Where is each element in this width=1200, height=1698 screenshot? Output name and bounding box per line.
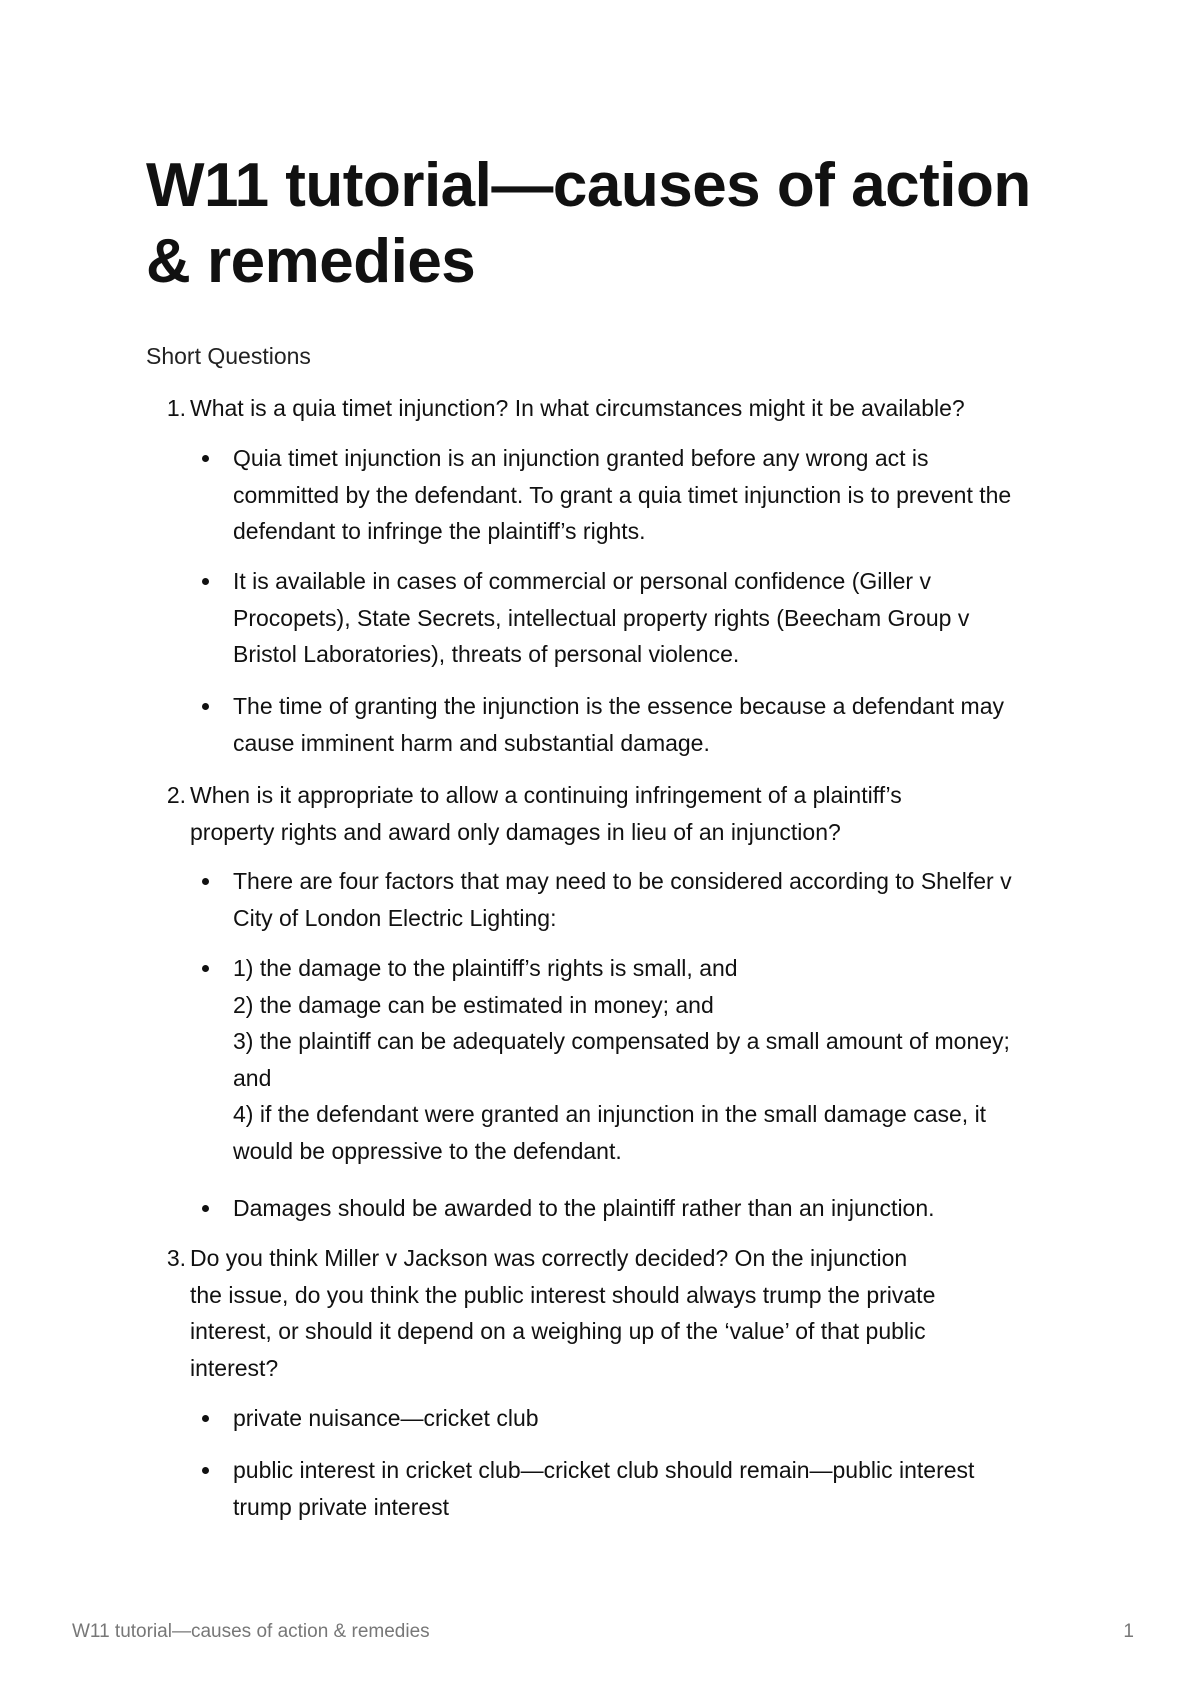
- question-line: the issue, do you think the public interest should always trump the private: [190, 1281, 936, 1308]
- answer-line: committed by the defendant. To grant a quia timet injunction is to prevent the: [233, 481, 1012, 508]
- answer-line: Quia timet injunction is an injunction granted before any wrong act is: [233, 445, 929, 471]
- answer-bullet: [202, 1452, 1062, 1525]
- answer-text: [233, 1452, 1062, 1525]
- question-text: [190, 1240, 1066, 1386]
- answer-text: [233, 950, 1062, 1169]
- answer-text: [233, 1190, 1062, 1227]
- answer-line: Damages should be awarded to the plaintiff rather than an injunction.: [233, 1195, 935, 1221]
- bullet-icon: [202, 965, 209, 972]
- answer-bullet: [202, 440, 1062, 550]
- question-text: [190, 777, 1066, 850]
- answer-line: defendant to infringe the plaintiff’s rights.: [233, 518, 646, 544]
- page-title: [146, 148, 1086, 300]
- answer-line: There are four factors that may need to be considered according to Shelfer v: [233, 868, 1012, 894]
- answer-bullet: [202, 1190, 1062, 1227]
- bullet-icon: [202, 455, 209, 462]
- question-number: 2.: [166, 782, 186, 808]
- answer-text: [233, 863, 1062, 936]
- footer-title: W11 tutorial—causes of action & remedies: [72, 1621, 430, 1642]
- section-heading: Short Questions: [146, 343, 311, 369]
- question-3: [146, 1240, 1066, 1386]
- answer-line: Procopets), State Secrets, intellectual property rights (Beecham Group v: [233, 604, 970, 631]
- question-line: interest, or should it depend on a weighing up of the ‘value’ of that public: [190, 1318, 926, 1344]
- answer-line: trump private interest: [233, 1493, 450, 1520]
- answer-line: private nuisance—cricket club: [233, 1405, 539, 1431]
- answer-line: 1) the damage to the plaintiff’s rights is small, and: [233, 955, 738, 981]
- question-line: When is it appropriate to allow a continuing infringement of a plaintiff’s: [190, 782, 902, 808]
- question-line: property rights and award only damages in lieu of an injunction?: [190, 818, 841, 845]
- answer-bullet: [202, 1400, 1062, 1437]
- answer-text: [233, 440, 1062, 550]
- question-number: 1.: [166, 395, 186, 421]
- bullet-icon: [202, 1415, 209, 1422]
- bullet-icon: [202, 878, 209, 885]
- title-line: W11 tutorial—causes of action: [146, 151, 1031, 220]
- answer-text: [233, 563, 1062, 673]
- answer-line: and: [233, 1064, 272, 1091]
- title-line: & remedies: [146, 227, 476, 296]
- answer-text: [233, 688, 1062, 761]
- answer-line: cause imminent harm and substantial damage.: [233, 729, 710, 756]
- answer-line: 2) the damage can be estimated in money; and: [233, 991, 714, 1018]
- answer-line: The time of granting the injunction is the essence because a defendant may: [233, 693, 1004, 719]
- answer-line: would be oppressive to the defendant.: [233, 1137, 622, 1164]
- question-number: 3.: [166, 1245, 186, 1271]
- answer-bullet: [202, 863, 1062, 936]
- question-line: Do you think Miller v Jackson was correctly decided? On the injunction: [190, 1245, 908, 1271]
- answer-bullet: [202, 950, 1062, 1169]
- bullet-icon: [202, 1205, 209, 1212]
- answer-line: 3) the plaintiff can be adequately compensated by a small amount of money;: [233, 1028, 1010, 1054]
- answer-bullet: [202, 563, 1062, 673]
- answer-text: [233, 1400, 1062, 1437]
- answer-line: Bristol Laboratories), threats of personal violence.: [233, 641, 740, 667]
- bullet-icon: [202, 1467, 209, 1474]
- question-2: [146, 777, 1066, 850]
- answer-line: City of London Electric Lighting:: [233, 904, 557, 931]
- question-1: [146, 390, 1066, 427]
- answer-line: public interest in cricket club—cricket club should remain—public interest: [233, 1457, 975, 1483]
- question-text: [190, 390, 1066, 427]
- bullet-icon: [202, 703, 209, 710]
- answer-line: It is available in cases of commercial or personal confidence (Giller v: [233, 568, 931, 594]
- answer-bullet: [202, 688, 1062, 761]
- answer-line: 4) if the defendant were granted an injunction in the small damage case, it: [233, 1101, 987, 1127]
- page-number: 1: [1123, 1621, 1134, 1642]
- question-line: What is a quia timet injunction? In what circumstances might it be available?: [190, 395, 965, 421]
- question-line: interest?: [190, 1354, 279, 1381]
- bullet-icon: [202, 578, 209, 585]
